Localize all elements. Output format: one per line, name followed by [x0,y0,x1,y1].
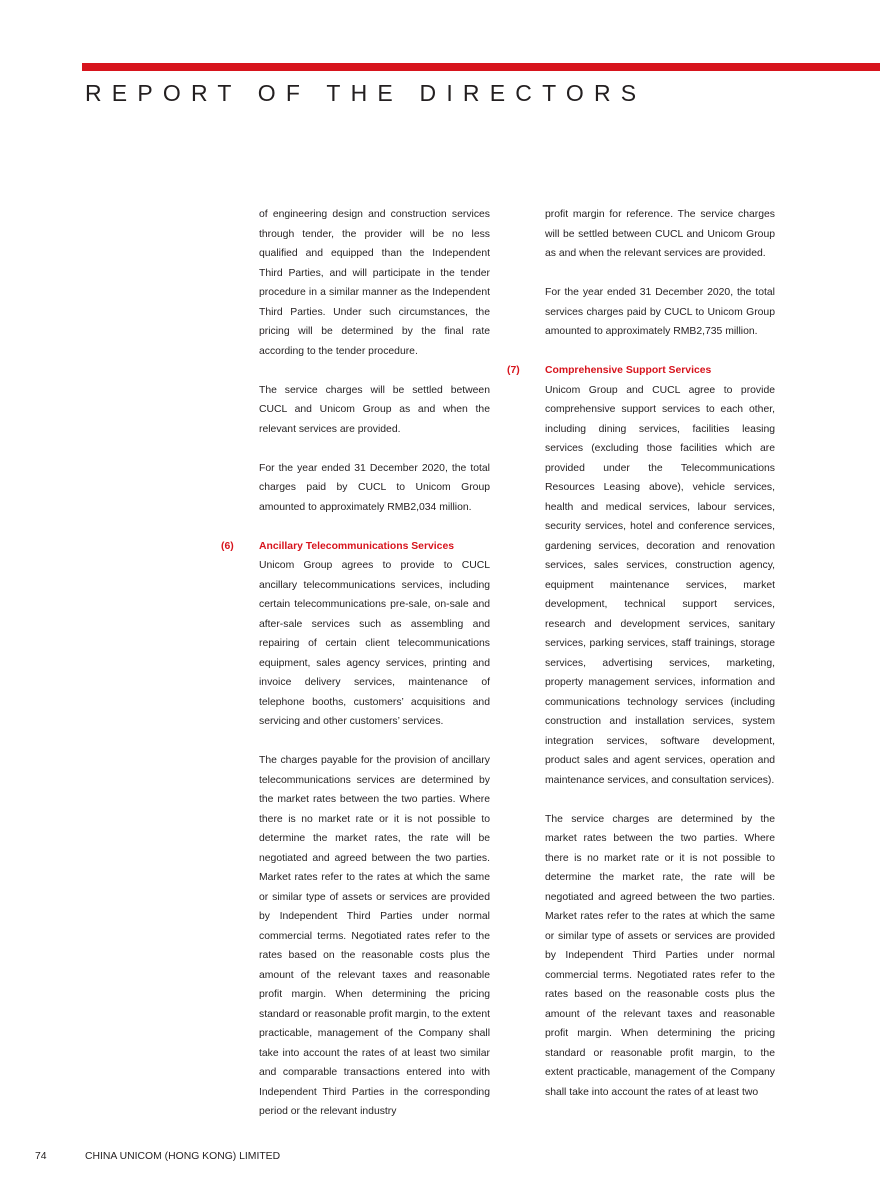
section-ancillary-telecom [221,537,490,1122]
paragraph: Unicom Group agrees to provide to CUCL ancillary telecommunications services, including certain telecommunications pre-sale, on-sale and after-sale services such as assembling and repairing of certain client telecommunications equipment, sales agency services, printing and invoice delivery services, maintenance of telephone booths, customers’ acquisitions and servicing and other customers’ services. [259,560,490,727]
company-name: CHINA UNICOM (HONG KONG) LIMITED [85,1151,281,1162]
header-red-bar [82,63,880,71]
paragraph: Unicom Group and CUCL agree to provide comprehensive support services to each other, including dining services, facilities leasing services (excluding those facilities which are provided under the Telecommunications Resources Leasing above), vehicle services, health and medical services, labour services, security services, hotel and conference services, gardening services, decoration and renovation services, sales services, construction agency, equipment maintenance services, market development, technical support services, research and development services, sanitary services, parking services, staff trainings, storage services, advertising services, marketing, property management services, information and communications technology services (including construction and installation services, system integration services, software development, product sales and agent services, operation and maintenance services, and consultation services). [545,384,775,786]
section-number: (6) [221,540,234,552]
right-column [507,205,775,1122]
paragraph: The service charges are determined by the market rates between the two parties. Where there is no market rate or it is not possible to determine the market rate, the rate will be negotiated and agreed between the two parties. Market rates refer to the rates at which the same or similar type of assets or services are provided by Independent Third Parties under normal commercial terms. Negotiated rates refer to the rates based on the reasonable costs plus the amount of the relevant taxes and reasonable profit margin. When determining the pricing standard or reasonable profit margin, to the extent practicable, management of the Company shall take into account the rates of at least two [545,813,775,1098]
paragraph: of engineering design and construction services through tender, the provider will be no less qualified and equipped than the Independent Third Parties, and will participate in the tender procedure in a similar manner as the Independent Third Parties. Under such circumstances, the pricing will be determined by the final rate according to the tender procedure. [259,209,490,357]
page-header-title: REPORT OF THE DIRECTORS [85,80,647,106]
section-title: Comprehensive Support Services [545,365,712,376]
section-title: Ancillary Telecommunications Services [259,540,455,552]
section-number: (7) [507,365,520,376]
paragraph: The service charges will be settled between CUCL and Unicom Group as and when the relevant services are provided. [259,384,490,435]
paragraph: For the year ended 31 December 2020, the total services charges paid by CUCL to Unicom Group amounted to approximately RMB2,735 million. [545,287,775,337]
section-comprehensive-support [507,361,775,1102]
paragraph: For the year ended 31 December 2020, the total charges paid by CUCL to Unicom Group amounted to approximately RMB2,034 million. [259,462,490,513]
page-number: 74 [35,1151,47,1162]
paragraph: profit margin for reference. The service charges will be settled between CUCL and Unicom Group as and when the relevant services are provided. [545,209,775,259]
section-heading [221,537,490,557]
paragraph: The charges payable for the provision of ancillary telecommunications services are determined by the market rates between the two parties. Where there is no market rate or it is not possible to determine the market rates, the rate will be negotiated and agreed between the two parties. Market rates refer to the rates at which the same or similar type of assets or services are provided by Independent Third Parties under normal commercial terms. Negotiated rates refer to the rates based on the reasonable costs plus the amount of the relevant taxes and reasonable profit margin. When determining the pricing standard or reasonable profit margin, to the extent practicable, management of the Company shall take into account the rates of at least two similar and comparable transactions entered into with Independent Third Parties in the corresponding period or the relevant industry [259,755,490,1117]
section-heading [507,361,775,381]
left-column [221,205,490,1141]
